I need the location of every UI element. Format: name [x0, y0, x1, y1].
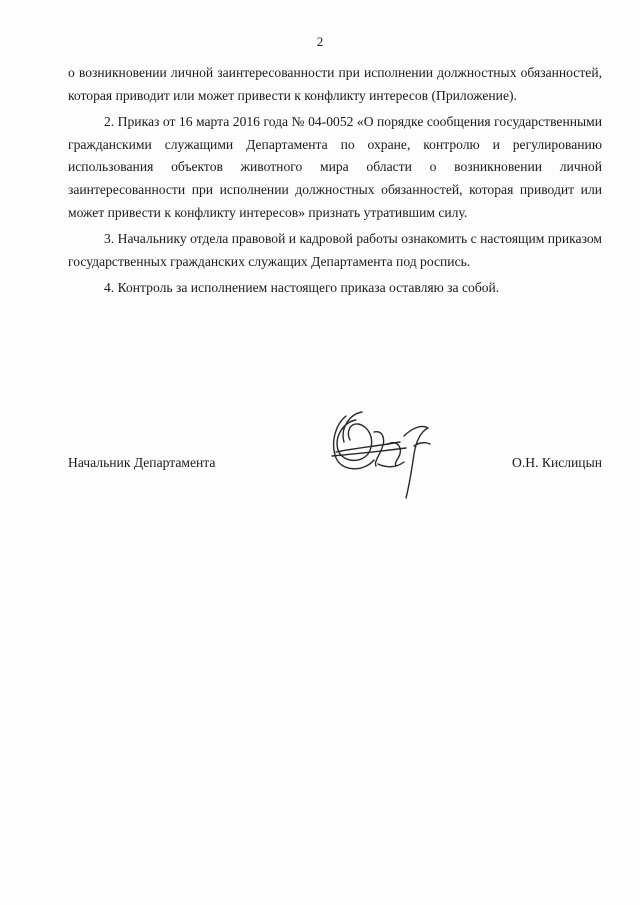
handwritten-signature-icon	[316, 402, 446, 502]
document-body	[68, 62, 602, 304]
signer-name: О.Н. Кислицын	[512, 455, 602, 470]
page-number: 2	[316, 34, 324, 49]
signer-title: Начальник Департамента	[68, 455, 216, 470]
paragraph-continuation: о возникновении личной заинтересованности при исполнении должностных обязанностей, которая приводит или может привести к конфликту интересов (Приложение).	[68, 65, 602, 103]
paragraph-item-4: 4. Контроль за исполнением настоящего приказа оставляю за собой.	[104, 280, 500, 296]
paragraph-item-3: 3. Начальнику отдела правовой и кадровой работы ознакомить с настоящим приказом государственных гражданских служащих Департамента под роспись.	[68, 231, 602, 269]
paragraph-item-2: 2. Приказ от 16 марта 2016 года № 04-0052 «О порядке сообщения государственными гражданскими служащими Департамента по охране, контролю и регулированию использования объектов животного мира области о возникновении личной заинтересованности при исполнении должностных обязанностей, которая приводит или может привести к конфликту интересов» признать утратившим силу.	[68, 114, 602, 220]
